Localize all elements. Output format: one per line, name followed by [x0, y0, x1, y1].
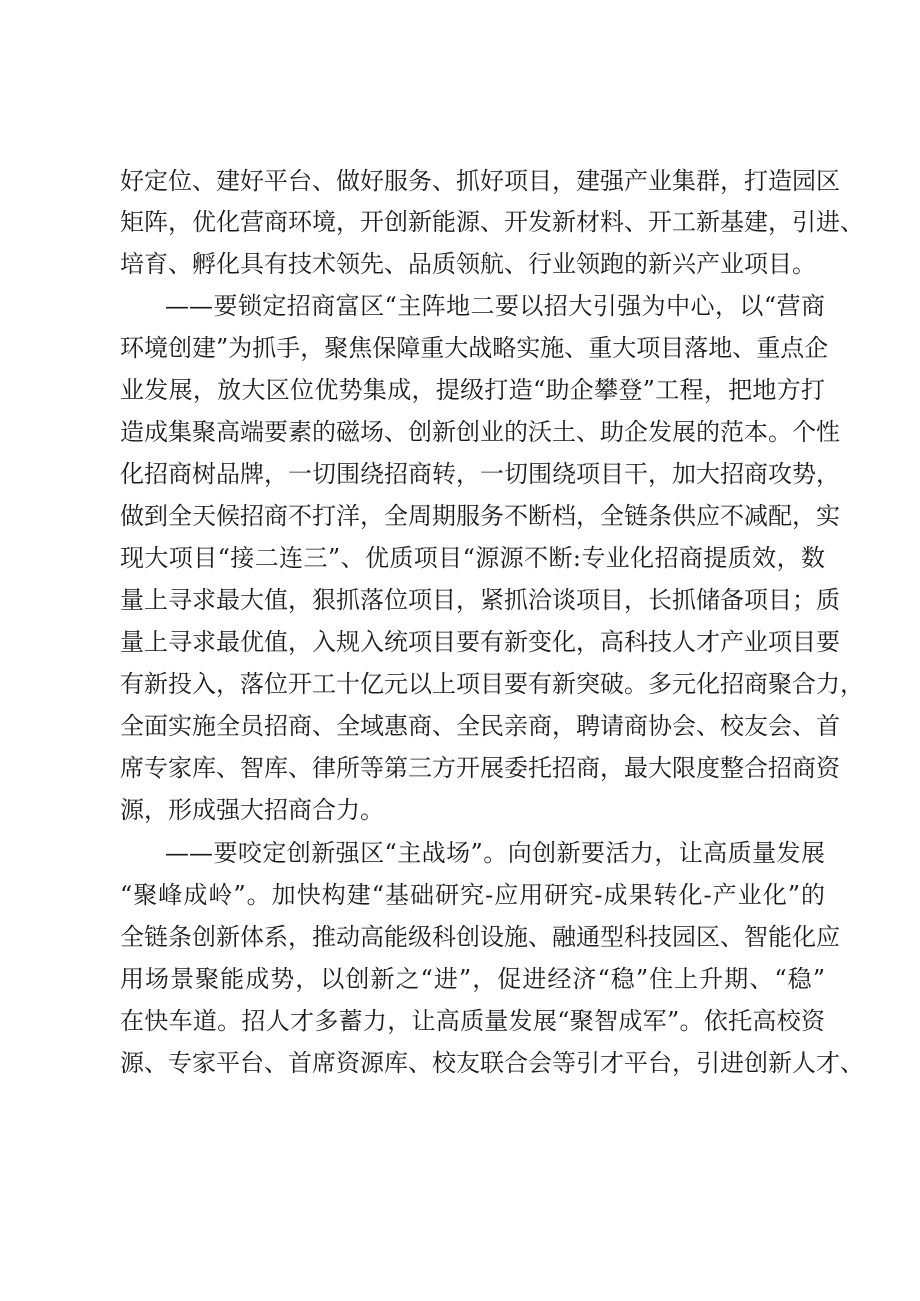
text-line: 席专家库、智库、律所等第三方开展委托招商，最大限度整合招商资: [120, 754, 840, 782]
text-line: 业发展，放大区位优势集成，提级打造“助企攀登”工程，把地方打: [120, 376, 825, 404]
text-line: 在快车道。招人才多蓄力，让高质量发展“聚智成军”。依托高校资: [120, 1007, 825, 1035]
paragraph-start-line: ——要锁定招商富区“主阵地二要以招大引强为中心，以“营商: [165, 292, 825, 320]
text-line: 矩阵，优化营商环境，开创新能源、开发新材料、开工新基建，引进、: [120, 208, 864, 236]
text-line: 做到全天候招商不打洋，全周期服务不断档，全链条供应不减配，实: [120, 502, 840, 530]
text-line: 培育、孵化具有技术领先、品质领航、行业领跑的新兴产业项目。: [120, 250, 816, 278]
text-line: 量上寻求最优值，入规入统项目要有新变化，高科技人才产业项目要: [120, 628, 840, 656]
text-line: 环境创建”为抓手，聚焦保障重大战略实施、重大项目落地、重点企: [120, 334, 829, 362]
text-line: 现大项目“接二连三”、优质项目“源源不断:专业化招商提质效，数: [120, 544, 825, 572]
text-line: 源、专家平台、首席资源库、校友联合会等引才平台，引进创新人才、: [120, 1049, 864, 1077]
text-line: “聚峰成岭”。加快构建“基础研究-应用研究-成果转化-产业化”的: [120, 881, 825, 909]
text-line: 用场景聚能成势，以创新之“进”，促进经济“稳”住上升期、“稳”: [120, 965, 825, 993]
text-line: 造成集聚高端要素的磁场、创新创业的沃土、助企发展的范本。个性: [120, 418, 840, 446]
text-line: 好定位、建好平台、做好服务、抓好项目，建强产业集群，打造园区: [120, 167, 840, 195]
text-line: 量上寻求最大值，狠抓落位项目，紧抓洽谈项目，长抓储备项目；质: [120, 586, 840, 614]
paragraph-start-line: ——要咬定创新强区“主战场”。向创新要活力，让高质量发展: [165, 839, 825, 867]
text-line: 化招商树品牌，一切围绕招商转，一切围绕项目干，加大招商攻势，: [120, 460, 840, 488]
text-line: 全面实施全员招商、全域惠商、全民亲商，聘请商协会、校友会、首: [120, 712, 840, 740]
text-line: 有新投入，落位开工十亿元以上项目要有新突破。多元化招商聚合力，: [120, 670, 864, 698]
text-line: 源，形成强大招商合力。: [120, 796, 384, 824]
text-line: 全链条创新体系，推动高能级科创设施、融通型科技园区、智能化应: [120, 923, 840, 951]
